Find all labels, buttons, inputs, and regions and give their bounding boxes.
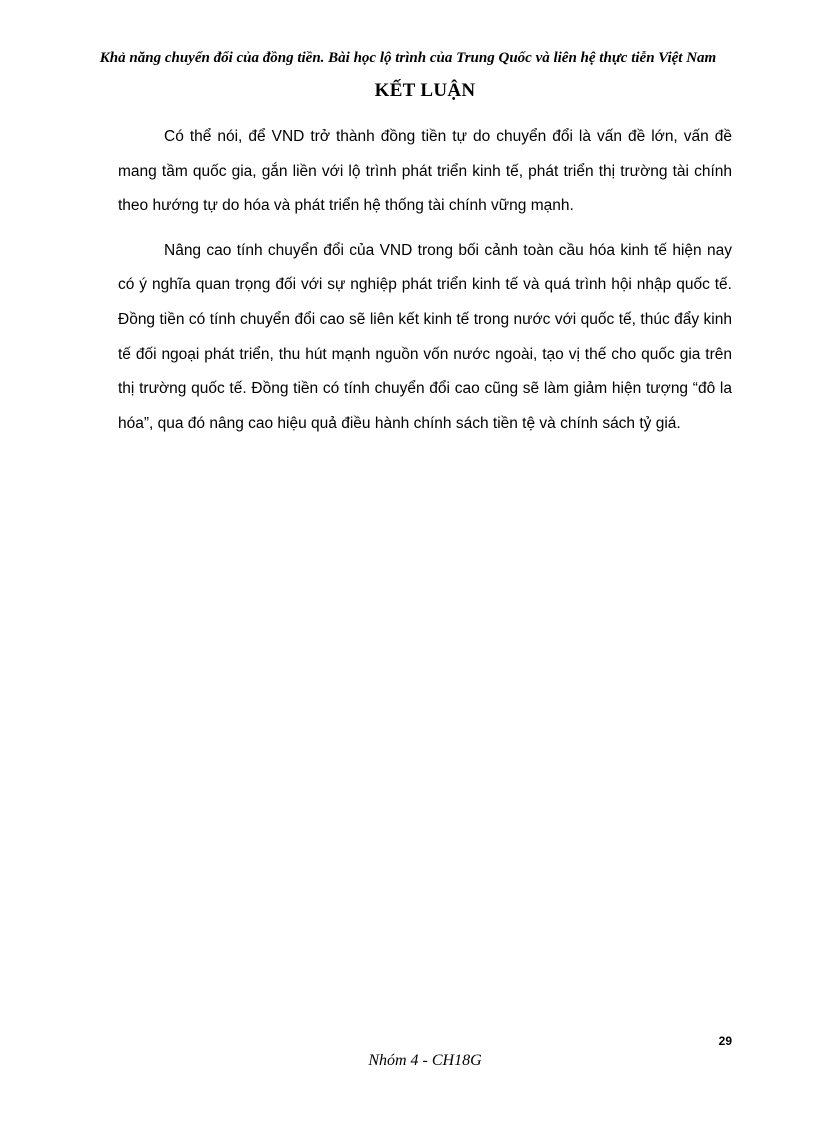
footer-divider: [84, 1047, 732, 1048]
paragraph: Nâng cao tính chuyển đổi của VND trong bối cảnh toàn cầu hóa kinh tế hiện nay có ý nghĩa quan trọng đối với sự nghiệp phát triển kinh tế và quá trình hội nhập quốc tế. Đồng tiền có tính chuyển đổi cao sẽ liên kết kinh tế trong nước với quốc tế, thúc đẩy kinh tế đối ngoại phát triển, thu hút mạnh nguồn vốn nước ngoài, tạo vị thế cho quốc gia trên thị trường quốc tế. Đồng tiền có tính chuyển đổi cao cũng sẽ làm giảm hiện tượng “đô la hóa”, qua đó nâng cao hiệu quả điều hành chính sách tiền tệ và chính sách tỷ giá.: [118, 241, 732, 432]
page-number: 29: [718, 1034, 732, 1048]
running-header: Khả năng chuyển đổi của đồng tiền. Bài học lộ trình của Trung Quốc và liên hệ thực tiễn Việt Nam: [99, 50, 717, 66]
footer-group-label: Nhóm 4 - CH18G: [368, 1052, 482, 1069]
body-text: [118, 120, 732, 451]
page-title: KẾT LUẬN: [374, 80, 476, 101]
paragraph: Có thể nói, để VND trở thành đồng tiền tự do chuyển đổi là vấn đề lớn, vấn đề mang tầm quốc gia, gắn liền với lộ trình phát triển kinh tế, phát triển thị trường tài chính theo hướng tự do hóa và phát triển hệ thống tài chính vững mạnh.: [118, 128, 732, 215]
